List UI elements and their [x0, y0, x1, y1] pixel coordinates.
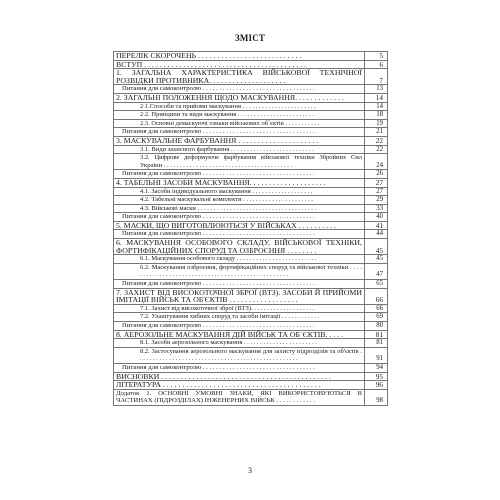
toc-entry-title: 6.2. Маскування озброєння, фортифікаційних споруд та військової техніки . . . . . . . . . . . . . . . . . . . . . . . . . . . . . . . . . . . . . . . . . . . . . . . . . . — [114, 263, 365, 279]
toc-entry — [114, 69, 388, 85]
toc-entry-title: Питання для самоконтролю . . . . . . . . . . . . . . . . . . . . . . . . . . . . . . . . . . — [114, 128, 365, 137]
toc-entry-title: ВИСНОВКИ . . . . . . . . . . . . . . . . . . . . . . . . . . . . . . . . . . . . . . . . . . . . — [114, 372, 365, 381]
toc-entry-title: 7. ЗАХИСТ ВІД ВИСОКОТОЧНОЇ ЗБРОЇ (ВТЗ). ЗАСОБИ Й ПРИЙОМИ ІМІТАЦІЇ ВІЙСЬК ТА ОБ'ЄКТІВ . . . . . . . . . . . . . . . . . . — [114, 288, 365, 304]
toc-entry-title: 4.2. Табельні маскувальні комплекти . . . . . . . . . . . . . . . . . . . . . . — [114, 196, 365, 205]
toc-entry — [114, 154, 388, 170]
toc-entry-title: 3. МАСКУВАЛЬНЕ ФАРБУВАННЯ . . . . . . . . . . . . . . . . . . . . . — [114, 136, 365, 145]
toc-entry-page: 27 — [365, 187, 388, 196]
toc-entry — [114, 313, 388, 322]
toc-entry-title: Питання для самоконтролю . . . . . . . . . . . . . . . . . . . . . . . . . . . . . . . . . . — [114, 230, 365, 239]
toc-entry — [114, 339, 388, 348]
toc-entry-title: Додаток 1. ОСНОВНІ УМОВНІ ЗНАКИ, ЯКІ ВИКОРИСТОВУЮТЬСЯ В ЧАСТИНАХ (ПІДРОЗДІЛАХ) ІНЖЕНЕРНИХ ВІЙСЬК . . . . . . . . . . . . — [114, 389, 365, 405]
toc-entry-page: 5 — [365, 52, 388, 61]
toc-entry-page: 26 — [365, 170, 388, 179]
toc-entry — [114, 145, 388, 154]
toc-entry-title: 8.1. Засоби аерозольного маскування . . . . . . . . . . . . . . . . . . . . . . . — [114, 339, 365, 348]
toc-entry — [114, 102, 388, 111]
toc-entry — [114, 187, 388, 196]
toc-entry-page: 94 — [365, 363, 388, 372]
toc-entry-page: 96 — [365, 381, 388, 390]
toc-entry-title: 3.2. Цифрове деформуюче фарбування військової техніки Збройних Сил України . . . . . . . . . . . . . . . . . . . . . . . . . . . . . . . . . . . . . . . . — [114, 154, 365, 170]
toc-entry-page: 95 — [365, 372, 388, 381]
toc-entry — [114, 389, 388, 405]
toc-entry — [114, 330, 388, 339]
toc-entry-page: 33 — [365, 204, 388, 213]
toc-entry-title: 5. МАСКИ, ЩО ВИГОТОВЛЮЮТЬСЯ У ВІЙСЬКАХ . . . . . . . . . . — [114, 221, 365, 230]
toc-entry-title: 4.3. Військові маски . . . . . . . . . . . . . . . . . . . . . . . . . . . . . . . . . . . . . — [114, 204, 365, 213]
toc-entry-title: 2. ЗАГАЛЬНІ ПОЛОЖЕННЯ ЩОДО МАСКУВАННЯ. . . . . . . . . . . . . — [114, 93, 365, 102]
toc-entry-title: 2.1.Способи та прийоми маскування . . . . . . . . . . . . . . . . . . . . . . . — [114, 102, 365, 111]
toc-entry-title: 7.1. Захист від високоточної зброї (ВТЗ). . . . . . . . . . . . . . . . . . . . — [114, 304, 365, 313]
toc-entry — [114, 322, 388, 331]
toc-body — [114, 52, 388, 406]
toc-entry — [114, 280, 388, 289]
toc-entry-page: 29 — [365, 196, 388, 205]
toc-entry — [114, 204, 388, 213]
toc-entry — [114, 196, 388, 205]
toc-entry — [114, 111, 388, 120]
toc-entry-title: 6. МАСКУВАННЯ ОСОБОВОГО СКЛАДУ, ВІЙСЬКОВОЇ ТЕХНІКИ, ФОРТИФІКАЦІЙНИХ СПОРУД ТА ОЗБРОЄННЯ . . . . . . . . — [114, 239, 365, 255]
toc-entry-title: Питання для самоконтролю . . . . . . . . . . . . . . . . . . . . . . . . . . . . . . . . . . — [114, 363, 365, 372]
toc-entry-page: 66 — [365, 304, 388, 313]
toc-entry-page: 45 — [365, 239, 388, 255]
page-title: ЗМІСТ — [234, 33, 266, 43]
toc-entry — [114, 381, 388, 390]
toc-entry-title: ВСТУП . . . . . . . . . . . . . . . . . . . . . . . . . . . . . . . . . . . . . . . . . . — [114, 60, 365, 69]
toc-entry-title: 7.2. Улаштування хибних споруд та засоби імітації . . . . . . . . . . . . — [114, 313, 365, 322]
toc-entry-page: 13 — [365, 85, 388, 94]
toc-entry-title: ЛІТЕРАТУРА . . . . . . . . . . . . . . . . . . . . . . . . . . . . . . . . . . . . . . . . . — [114, 381, 365, 390]
table-of-contents — [113, 51, 388, 406]
toc-entry-title: 4. ТАБЕЛЬНІ ЗАСОБИ МАСКУВАННЯ. . . . . . . . . . . . . . . . . . . . — [114, 178, 365, 187]
toc-entry-title: ПЕРЕЛІК СКОРОЧЕНЬ . . . . . . . . . . . . . . . . . . . . . . . . . . . — [114, 52, 365, 61]
toc-entry-page: 18 — [365, 111, 388, 120]
toc-entry-page: 24 — [365, 154, 388, 170]
toc-entry-title: 1. ЗАГАЛЬНА ХАРАКТЕРИСТИКА ВІЙСЬКОВОЇ ТЕХНІЧНОЇ РОЗВІДКИ ПРОТИВНИКА. . . . . . . . . . . . . . . . . . . . — [114, 69, 365, 85]
toc-entry-title: 2.3. Основні демаскуючі ознаки військових об`єктів . . . . . . . . . . . — [114, 119, 365, 128]
toc-entry-title: Питання для самоконтролю . . . . . . . . . . . . . . . . . . . . . . . . . . . . . . . . . . — [114, 280, 365, 289]
toc-entry — [114, 347, 388, 363]
toc-entry-page: 81 — [365, 339, 388, 348]
toc-entry — [114, 93, 388, 102]
toc-entry-title: 4.1. Засоби індивідуального маскування . . . . . . . . . . . . . . . . . . . — [114, 187, 365, 196]
toc-entry-title: 2.2. Принципи та види маскування . . . . . . . . . . . . . . . . . . . . . . . . — [114, 111, 365, 120]
toc-entry — [114, 255, 388, 264]
toc-entry-page: 91 — [365, 347, 388, 363]
toc-entry-title: Питання для самоконтролю . . . . . . . . . . . . . . . . . . . . . . . . . . . . . . . . . . — [114, 85, 365, 94]
toc-entry-page: 14 — [365, 93, 388, 102]
toc-entry-page: 81 — [365, 330, 388, 339]
toc-entry — [114, 136, 388, 145]
toc-entry-page: 65 — [365, 280, 388, 289]
toc-entry-page: 44 — [365, 230, 388, 239]
toc-entry-page: 22 — [365, 136, 388, 145]
toc-entry-title: 3.1. Види захисного фарбування . . . . . . . . . . . . . . . . . . . . . . . . . . — [114, 145, 365, 154]
toc-entry-page: 69 — [365, 313, 388, 322]
toc-entry-page: 40 — [365, 213, 388, 222]
toc-entry — [114, 119, 388, 128]
toc-entry-title: 8. АЕРОЗОЛЬНЕ МАСКУВАННЯ ДІЙ ВІЙСЬК ТА ОБ`ЄКТІВ. . . . . — [114, 330, 365, 339]
toc-entry — [114, 263, 388, 279]
toc-entry-title: Питання для самоконтролю . . . . . . . . . . . . . . . . . . . . . . . . . . . . . . . . . . — [114, 170, 365, 179]
toc-entry-page: 14 — [365, 102, 388, 111]
page-number: 3 — [248, 466, 252, 475]
toc-entry-page: 41 — [365, 221, 388, 230]
toc-entry-page: 21 — [365, 128, 388, 137]
toc-entry — [114, 221, 388, 230]
toc-entry-page: 45 — [365, 255, 388, 264]
toc-entry — [114, 304, 388, 313]
toc-entry-title: 6.1. Маскування особового складу . . . . . . . . . . . . . . . . . . . . . . . . . — [114, 255, 365, 264]
toc-entry-title: Питання для самоконтролю . . . . . . . . . . . . . . . . . . . . . . . . . . . . . . . . . . — [114, 322, 365, 331]
toc-entry-page: 6 — [365, 60, 388, 69]
toc-entry-page: 7 — [365, 69, 388, 85]
toc-entry-page: 22 — [365, 145, 388, 154]
toc-entry-title: Питання для самоконтролю . . . . . . . . . . . . . . . . . . . . . . . . . . . . . . . . . . — [114, 213, 365, 222]
toc-entry-page: 27 — [365, 178, 388, 187]
toc-entry-title: 8.2. Застосування аерозольного маскування для захисту підрозділів та об'єктів . . . . . . . . . . . . . . . . . . . . . . . . . . . . . . . . . . . . . . . . . . . . . . . . . . — [114, 347, 365, 363]
toc-entry-page: 47 — [365, 263, 388, 279]
toc-entry — [114, 52, 388, 61]
toc-entry — [114, 363, 388, 372]
toc-entry-page: 80 — [365, 322, 388, 331]
toc-entry-page: 98 — [365, 389, 388, 405]
toc-entry-page: 66 — [365, 288, 388, 304]
toc-entry — [114, 239, 388, 255]
toc-entry — [114, 178, 388, 187]
toc-entry-page: 19 — [365, 119, 388, 128]
toc-entry — [114, 288, 388, 304]
